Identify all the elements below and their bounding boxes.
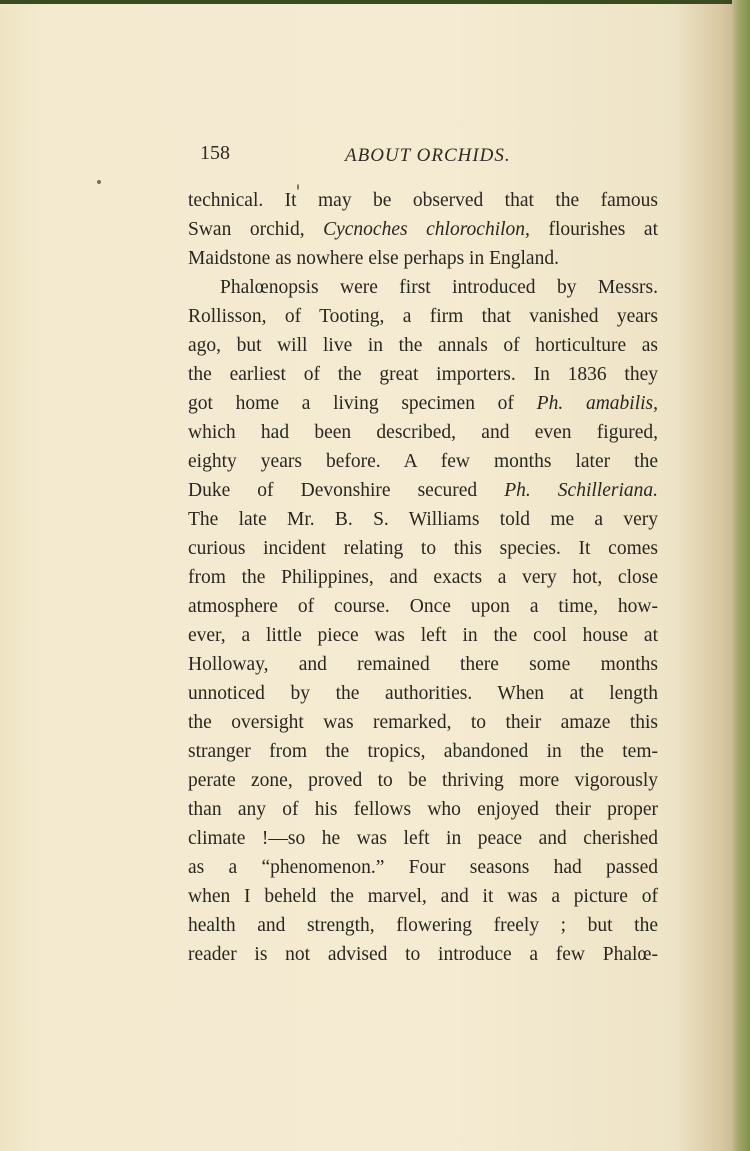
text-line: Holloway, and remained there some months [188,654,658,675]
text-line: eighty years before. A few months later the [188,451,658,472]
text-line: ever, a little piece was left in the cool house at [188,625,658,646]
text-line: reader is not advised to introduce a few Phalœ- [188,944,658,965]
text-line: The late Mr. B. S. Williams told me a very [188,509,658,530]
text-line: than any of his fellows who enjoyed their proper [188,799,658,820]
text-line: climate !—so he was left in peace and cherished [188,828,658,849]
text-line: Swan orchid, Cycnoches chlorochilon, flourishes at [188,219,658,240]
page-header [200,142,660,172]
text-line: perate zone, proved to be thriving more vigorously [188,770,658,791]
text-line: ago, but will live in the annals of horticulture as [188,335,658,356]
text-line: unnoticed by the authorities. When at length [188,683,658,704]
running-head: ABOUT ORCHIDS. [345,145,511,166]
text-line: atmosphere of course. Once upon a time, how- [188,596,658,617]
text-line: got home a living specimen of Ph. amabilis, [188,393,658,414]
page-number: 158 [200,142,230,164]
paper-speck [97,180,101,184]
text-line: Maidstone as nowhere else perhaps in England. [188,248,559,269]
text-line: the oversight was remarked, to their amaze this [188,712,658,733]
page-top-edge [0,0,750,4]
text-line: Phalœnopsis were first introduced by Messrs. [220,277,658,298]
text-line: the earliest of the great importers. In 1836 they [188,364,658,385]
text-line: curious incident relating to this species. It comes [188,538,658,559]
text-line: stranger from the tropics, abandoned in the tem- [188,741,658,762]
italic-species-name: Ph. Schilleriana. [504,480,659,501]
italic-species-name: Ph. amabilis, [536,393,658,414]
text-line: which had been described, and even figured, [188,422,658,443]
text-line: technical. It may be observed that the famous [188,190,658,211]
text-line: health and strength, flowering freely ; but the [188,915,658,936]
body-text [188,186,658,969]
text-line: when I beheld the marvel, and it was a picture of [188,886,658,907]
text-line: from the Philippines, and exacts a very hot, close [188,567,658,588]
text-line: Duke of Devonshire secured Ph. Schilleriana. [188,480,659,501]
text-line: as a “phenomenon.” Four seasons had passed [188,857,658,878]
cover-edge [732,0,750,1151]
text-line: Rollisson, of Tooting, a firm that vanished years [188,306,658,327]
italic-species-name: Cycnoches chlorochilon, [323,219,530,240]
